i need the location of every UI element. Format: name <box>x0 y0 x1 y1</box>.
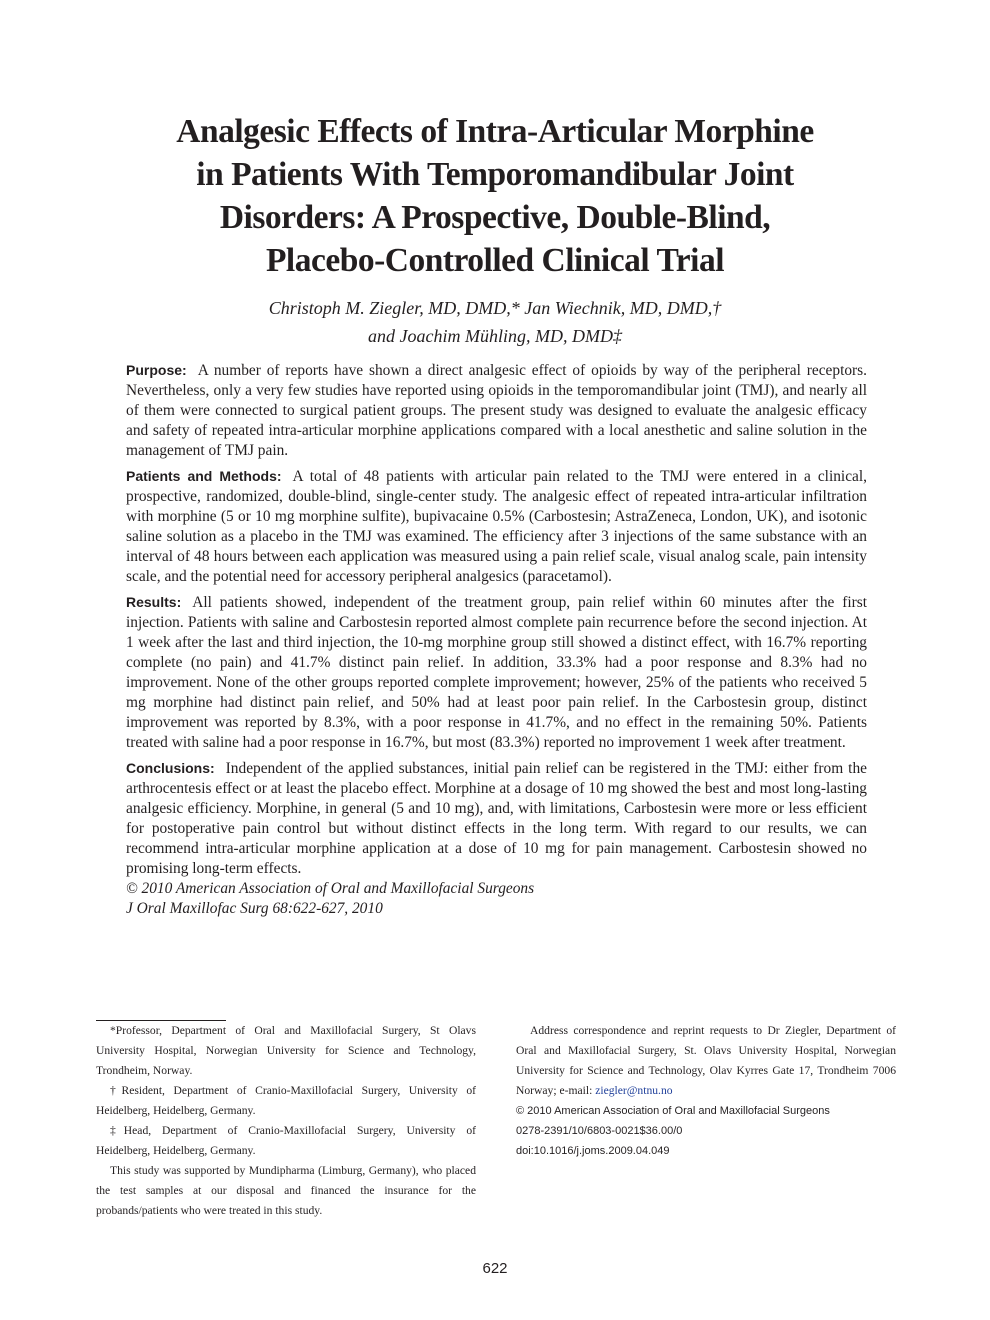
footnote-affiliation-1: *Professor, Department of Oral and Maxillofacial Surgery, St Olavs University Hospital, Norwegian University for Science and Technology, Trondheim, Norway. <box>96 1024 476 1077</box>
doi-line[interactable]: doi:10.1016/j.joms.2009.04.049 <box>516 1145 670 1157</box>
footnote-affiliation-2: †Resident, Department of Cranio-Maxillofacial Surgery, University of Heidelberg, Heidelberg, Germany. <box>96 1084 476 1117</box>
results-text: All patients showed, independent of the treatment group, pain relief within 60 minutes after the first injection. Patients with saline and Carbostesin reported almost complete pain recurrence before the second injection. At 1 week after the last and third injection, the 10-mg morphine group still showed a distinct effect, with 16.7% reporting complete (no pain) and 41.7% distinct pain relief. In addition, 33.3% had a poor response and 8.3% had no improvement. None of the other groups reported complete improvement; however, 25% of the patients who received 5 mg morphine had distinct pain relief, and 50% had at least poor pain relief. In the Carbostesin group, distinct improvement was reported by 8.3%, with a poor response in 41.7%, and no effect in the remaining 50%. Patients treated with saline had a poor response in 16.7%, but most (83.3%) reported no improvement 1 week after treatment. <box>126 594 867 751</box>
title-line: in Patients With Temporomandibular Joint <box>196 156 794 193</box>
purpose-text: A number of reports have shown a direct analgesic effect of opioids by way of the peripheral receptors. Nevertheless, only a very few studies have reported using opioids in the temporomandibular joint (TMJ), and nearly all of them were connected to surgical patient groups. The present study was designed to evaluate the analgesic efficacy and safety of repeated intra-articular morphine applications compared with a local anesthetic and saline solution in the management of TMJ pain. <box>126 362 867 459</box>
author-list <box>100 294 890 350</box>
footnote-copyright: © 2010 American Association of Oral and Maxillofacial Surgeons <box>516 1105 830 1117</box>
methods-text: A total of 48 patients with articular pain related to the TMJ were entered in a clinical, prospective, randomized, double-blind, single-center study. The analgesic effect of repeated intra-articular infiltration with morphine (5 or 10 mg morphine sulfite), bupivacaine 0.5% (Carbostesin; AstraZeneca, London, UK), and isotonic saline solution as a placebo in the TMJ was examined. The efficiency after 3 injections of the same substance with an interval of 48 hours between each application was measured using a pain relief scale, visual analog scale, pain intensity scale, and the potential need for accessory peripheral analgesics (paracetamol). <box>126 468 867 585</box>
abstract <box>126 360 867 919</box>
page-number: 622 <box>482 1260 508 1277</box>
address-text: Address correspondence and reprint requests to Dr Ziegler, Department of Oral and Maxillofacial Surgery, St. Olavs University Hospital, Norwegian University for Science and Technology, Olav Kyrres Gate 17, Trondheim 7006 Norway; e-mail: <box>516 1024 896 1097</box>
footnote-affiliation-3: ‡Head, Department of Cranio-Maxillofacial Surgery, University of Heidelberg, Heidelberg, Germany. <box>96 1124 476 1157</box>
conclusions-label: Conclusions: <box>126 760 215 776</box>
purpose-label: Purpose: <box>126 362 187 378</box>
title-line: Placebo-Controlled Clinical Trial <box>265 242 725 279</box>
correspondence-address <box>516 1021 896 1101</box>
abstract-results <box>126 592 867 753</box>
journal-citation: J Oral Maxillofac Surg 68:622-627, 2010 <box>126 900 383 917</box>
abstract-purpose <box>126 360 867 461</box>
footnotes-left <box>96 1021 476 1221</box>
abstract-methods <box>126 466 867 587</box>
methods-label: Patients and Methods: <box>126 468 282 484</box>
footnotes-right <box>516 1021 896 1161</box>
footnote-funding: This study was supported by Mundipharma (Limburg, Germany), who placed the test samples at our disposal and financed the insurance for the probands/patients who were treated in this study. <box>96 1164 476 1217</box>
email-link[interactable]: ziegler@ntnu.no <box>595 1084 673 1097</box>
title-line: Analgesic Effects of Intra-Articular Morphine <box>176 113 814 150</box>
author-line: and Joachim Mühling, MD, DMD‡ <box>368 326 622 346</box>
article-title <box>100 110 890 282</box>
author-line: Christoph M. Ziegler, MD, DMD,* Jan Wiechnik, MD, DMD,† <box>268 298 722 318</box>
results-label: Results: <box>126 594 182 610</box>
title-line: Disorders: A Prospective, Double-Blind, <box>219 199 771 236</box>
abstract-copyright: © 2010 American Association of Oral and Maxillofacial Surgeons <box>126 880 535 897</box>
conclusions-text: Independent of the applied substances, initial pain relief can be registered in the TMJ: either from the arthrocentesis effect or at least the placebo effect. Morphine at a dosage of 10 mg showed the best and most long-lasting analgesic efficiency. Morphine, in general (5 and 10 mg), and, with limitations, Carbostesin were more or less efficient for postoperative pain control but without distinct effects in the long term. With regard to our results, we can recommend intra-articular morphine application at a dose of 10 mg for pain management. Carbostesin showed no promising long-term effects. <box>126 760 867 877</box>
issn-line: 0278-2391/10/6803-0021$36.00/0 <box>516 1125 683 1137</box>
abstract-conclusions <box>126 758 867 879</box>
